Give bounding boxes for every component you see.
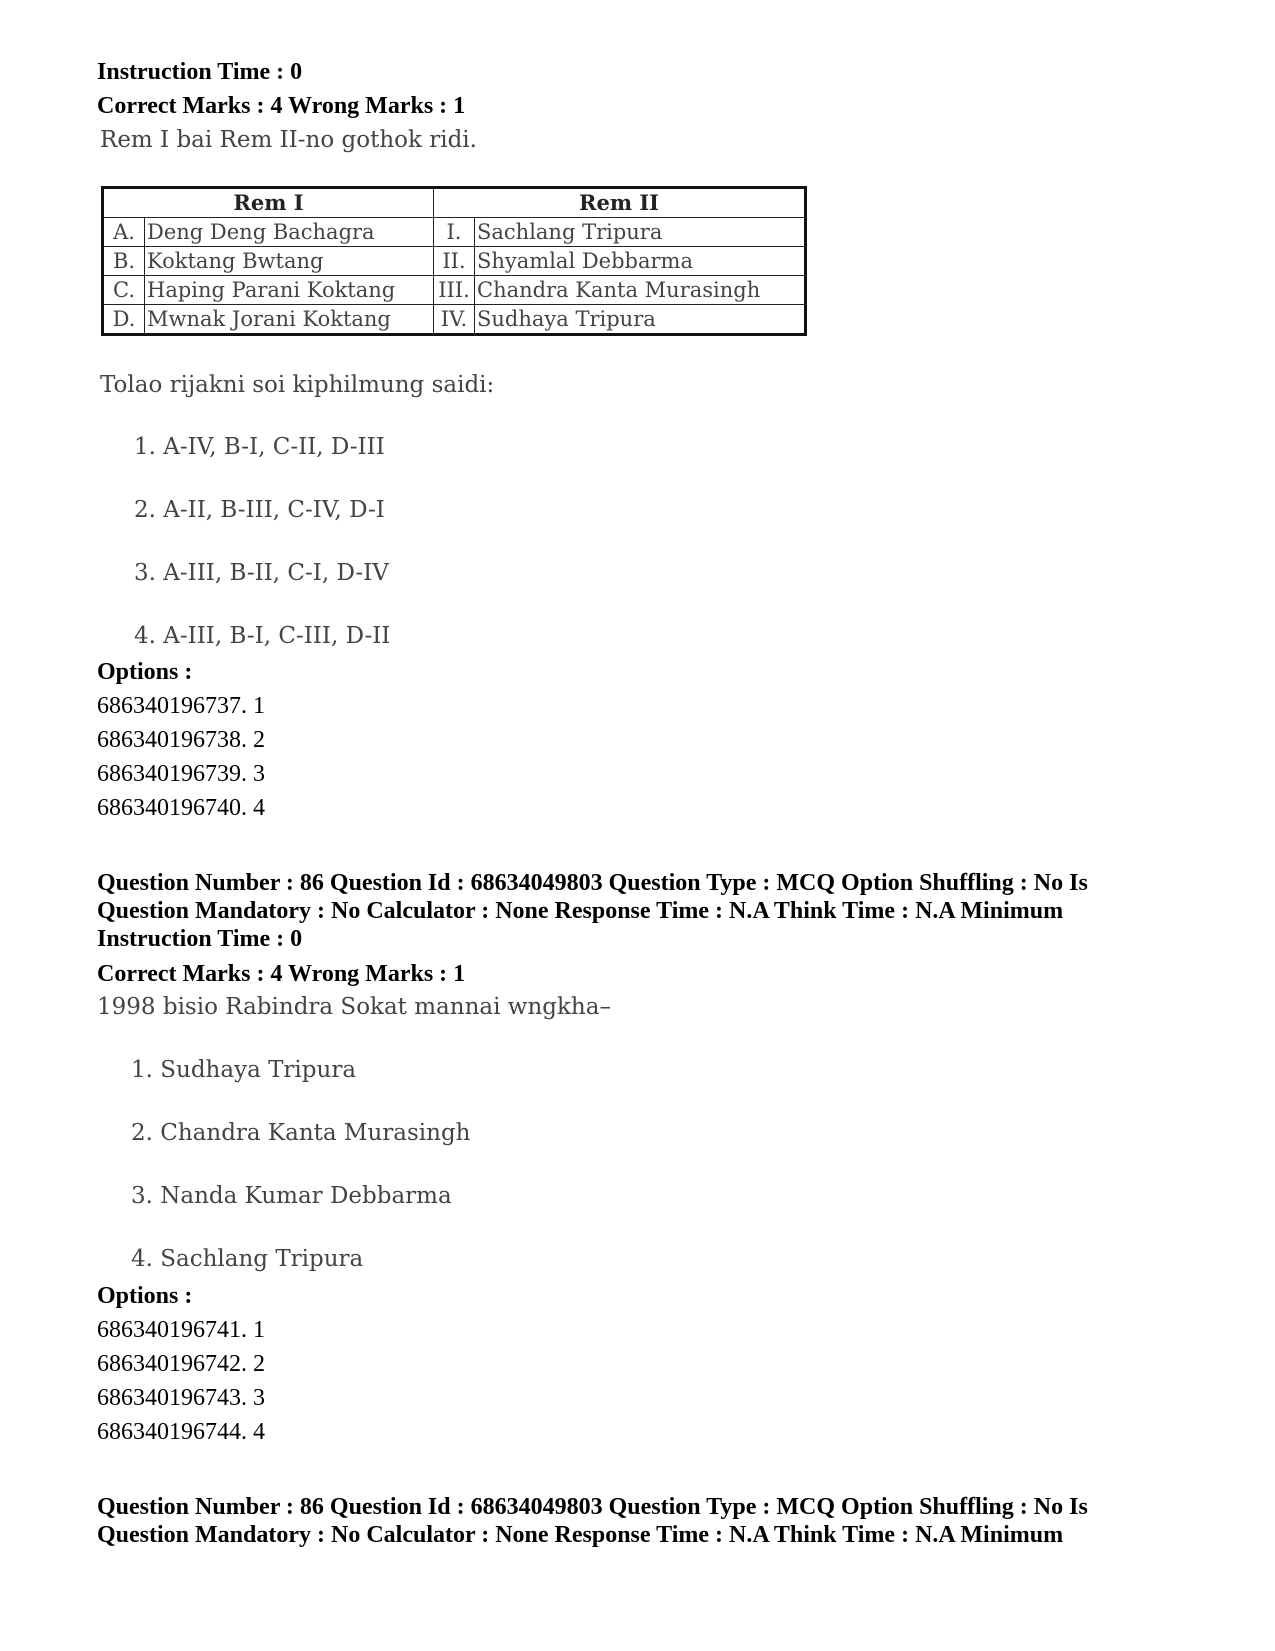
match-header-rem-1: Rem I	[103, 188, 434, 218]
choice-item: 3. A-III, B-II, C-I, D-IV	[134, 560, 389, 586]
row-text-left: Mwnak Jorani Koktang	[145, 305, 434, 335]
option-id-line: 686340196740. 4	[97, 795, 265, 821]
choice-item: 2. Chandra Kanta Murasingh	[131, 1120, 471, 1146]
row-label-right: I.	[434, 218, 475, 247]
row-label-right: III.	[434, 276, 475, 305]
question-header-line-2: Question Mandatory : No Calculator : None Response Time : N.A Think Time : N.A Minimum	[97, 898, 1064, 924]
row-text-right: Sachlang Tripura	[475, 218, 806, 247]
row-text-right: Chandra Kanta Murasingh	[475, 276, 806, 305]
question-header-line-1: Question Number : 86 Question Id : 68634049803 Question Type : MCQ Option Shuffling : No Is	[97, 870, 1088, 896]
match-header-rem-2: Rem II	[434, 188, 806, 218]
row-label-right: II.	[434, 247, 475, 276]
table-row	[103, 218, 806, 247]
option-id-line: 686340196743. 3	[97, 1385, 265, 1411]
choice-item: 1. A-IV, B-I, C-II, D-III	[134, 434, 385, 460]
row-text-left: Deng Deng Bachagra	[145, 218, 434, 247]
question-prompt: 1998 bisio Rabindra Sokat mannai wngkha–	[97, 994, 611, 1020]
option-id-line: 686340196739. 3	[97, 761, 265, 787]
option-id-line: 686340196737. 1	[97, 693, 265, 719]
question-header-line-2: Question Mandatory : No Calculator : None Response Time : N.A Think Time : N.A Minimum	[97, 1522, 1064, 1548]
marks-line: Correct Marks : 4 Wrong Marks : 1	[97, 961, 466, 987]
choice-item: 2. A-II, B-III, C-IV, D-I	[134, 497, 385, 523]
option-id-line: 686340196741. 1	[97, 1317, 265, 1343]
row-text-left: Haping Parani Koktang	[145, 276, 434, 305]
choice-item: 4. Sachlang Tripura	[131, 1246, 364, 1272]
row-text-right: Shyamlal Debbarma	[475, 247, 806, 276]
row-label-left: B.	[103, 247, 145, 276]
table-row	[103, 276, 806, 305]
instruction-time: Instruction Time : 0	[97, 59, 303, 85]
choice-item: 3. Nanda Kumar Debbarma	[131, 1183, 452, 1209]
row-label-left: D.	[103, 305, 145, 335]
options-label: Options :	[97, 1283, 193, 1309]
option-id-line: 686340196738. 2	[97, 727, 265, 753]
choice-item: 1. Sudhaya Tripura	[131, 1057, 357, 1083]
marks-line: Correct Marks : 4 Wrong Marks : 1	[97, 93, 466, 119]
row-label-right: IV.	[434, 305, 475, 335]
choice-item: 4. A-III, B-I, C-III, D-II	[134, 623, 391, 649]
table-row	[103, 247, 806, 276]
options-label: Options :	[97, 659, 193, 685]
question-header-line-1: Question Number : 86 Question Id : 68634049803 Question Type : MCQ Option Shuffling : No Is	[97, 1494, 1088, 1520]
instruction-time: Instruction Time : 0	[97, 926, 303, 952]
row-text-left: Koktang Bwtang	[145, 247, 434, 276]
match-table-header	[103, 188, 806, 218]
option-id-line: 686340196744. 4	[97, 1419, 265, 1445]
sub-prompt: Tolao rijakni soi kiphilmung saidi:	[100, 372, 495, 398]
match-table	[101, 186, 807, 336]
question-prompt: Rem I bai Rem II-no gothok ridi.	[100, 127, 477, 153]
row-label-left: C.	[103, 276, 145, 305]
option-id-line: 686340196742. 2	[97, 1351, 265, 1377]
row-text-right: Sudhaya Tripura	[475, 305, 806, 335]
row-label-left: A.	[103, 218, 145, 247]
table-row	[103, 305, 806, 335]
